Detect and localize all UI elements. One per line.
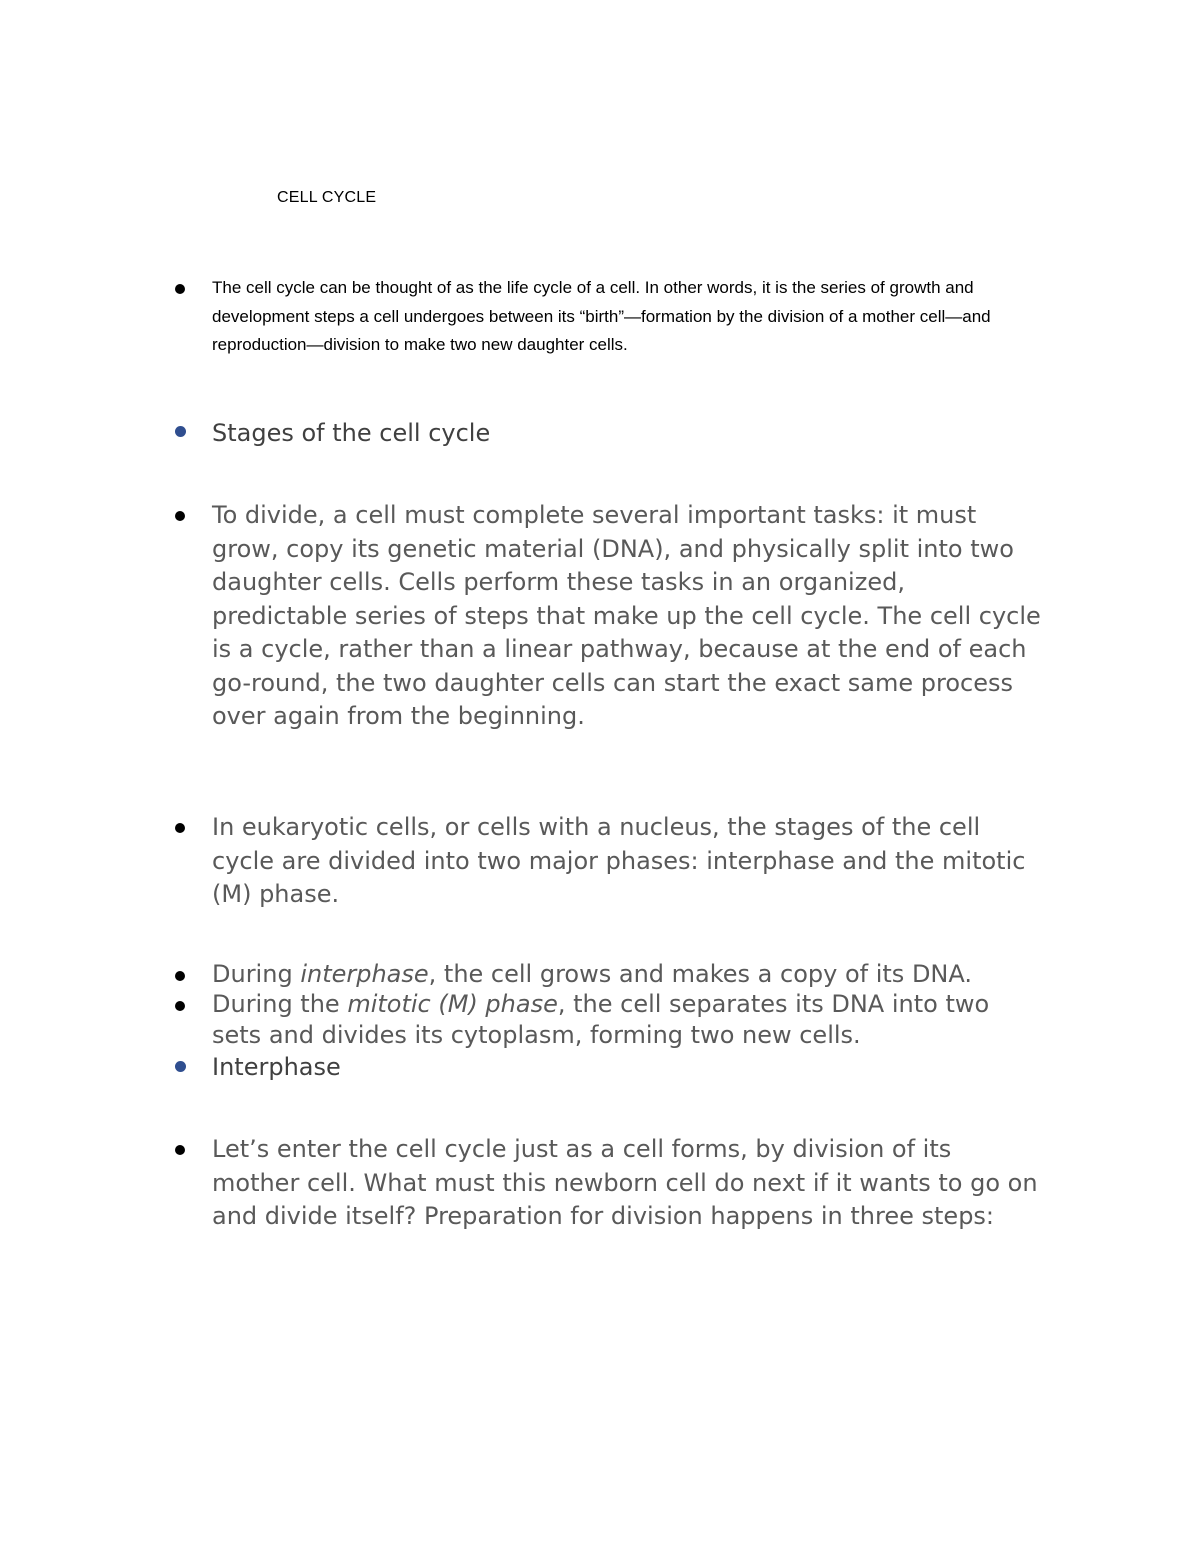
mitotic-term: mitotic (M) phase (347, 990, 558, 1018)
bullet-icon (175, 823, 185, 833)
document-title: CELL CYCLE (277, 189, 377, 206)
bullet-icon (175, 1061, 186, 1072)
bullet-icon (175, 284, 185, 294)
mitotic-lead: During the (212, 990, 348, 1018)
interphase-heading: Interphase (212, 1053, 341, 1081)
interphase-lead: During (212, 960, 301, 988)
bullet-icon (175, 511, 185, 521)
mitotic-sentence (212, 989, 1042, 1051)
enter-paragraph: Let’s enter the cell cycle just as a cell forms, by division of its mother cell. What must this newborn cell do next if it wants to go on and divide itself? Preparation for division happens in three steps: (212, 1135, 1038, 1230)
interphase-sentence (212, 959, 1042, 989)
interphase-rest: , the cell grows and makes a copy of its DNA. (428, 960, 972, 988)
intro-text: The cell cycle can be thought of as the life cycle of a cell. In other words, it is the series of growth and development steps a cell undergoes between its “birth”—formation by the division of a mother cell—and reproduction—division to make two new daughter cells. (212, 278, 991, 354)
bullet-icon (175, 1001, 185, 1011)
bullet-icon (175, 1145, 185, 1155)
bullet-icon (175, 426, 186, 437)
stages-heading: Stages of the cell cycle (212, 419, 491, 447)
mitotic-rest: , the cell separates its DNA into two sets and divides its cytoplasm, forming two new cells. (212, 990, 990, 1049)
eukaryotic-paragraph: In eukaryotic cells, or cells with a nucleus, the stages of the cell cycle are divided into two major phases: interphase and the mitotic (M) phase. (212, 813, 1026, 908)
divide-paragraph: To divide, a cell must complete several important tasks: it must grow, copy its genetic material (DNA), and physically split into two daughter cells. Cells perform these tasks in an organized, predictable series of steps that make up the cell cycle. The cell cycle is a cycle, rather than a linear pathway, because at the end of each go-round, the two daughter cells can start the exact same process over again from the beginning. (212, 501, 1041, 730)
bullet-icon (175, 971, 185, 981)
interphase-term: interphase (300, 960, 429, 988)
